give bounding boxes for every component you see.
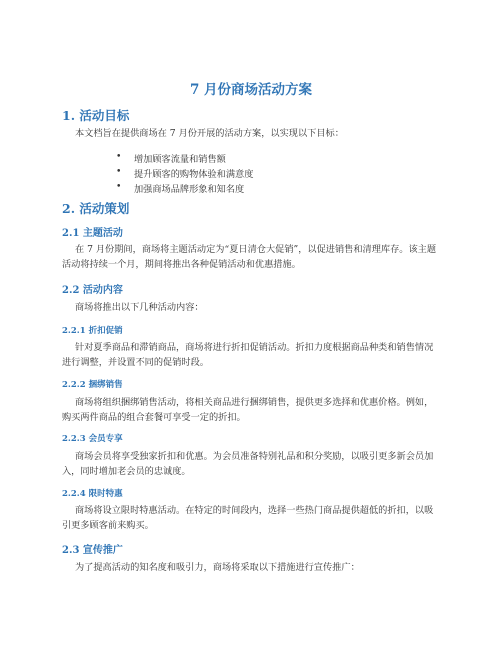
discount-promotion-text: 针对夏季商品和滞销商品，商场将进行折扣促销活动。折扣力度根据商品种类和销售情况进行调整，并设置不同的促销时段。: [62, 342, 434, 368]
document-title: 7 月份商场活动方案: [189, 82, 313, 98]
goal-bullet-text: 提升顾客的购物体验和满意度: [134, 169, 254, 180]
goal-bullet-text: 增加顾客流量和销售额: [134, 154, 226, 165]
heading-bundle-sales: 2.2.2 捆绑销售: [62, 380, 123, 390]
bundle-sales-text: 商场将组织捆绑销售活动，将相关商品进行捆绑销售，提供更多选择和优惠价格。例如，购买两件商品的组合套餐可享受一定的折扣。: [62, 397, 434, 423]
goal-bullet-1: [116, 151, 226, 165]
heading-activity-goals: 1. 活动目标: [62, 108, 130, 123]
limited-time-offer-text: 商场将设立限时特惠活动。在特定的时间段内，选择一些热门商品提供超低的折扣，以吸引更多顾客前来购买。: [62, 505, 434, 531]
heading-discount-promotion: 2.2.1 折扣促销: [62, 326, 123, 336]
bullet-dot-icon: •: [116, 181, 122, 192]
heading-promotion-publicity: 2.3 宣传推广: [62, 545, 123, 556]
heading-member-exclusive: 2.2.3 会员专享: [62, 434, 123, 444]
member-exclusive-text: 商场会员将享受独家折扣和优惠。为会员准备特别礼品和积分奖励，以吸引更多新会员加入，同时增加老会员的忠诚度。: [62, 451, 434, 477]
heading-activity-content: 2.2 活动内容: [62, 285, 123, 296]
heading-limited-time-offer: 2.2.4 限时特惠: [62, 489, 123, 499]
heading-activity-planning: 2. 活动策划: [62, 201, 130, 216]
bullet-dot-icon: •: [116, 151, 122, 162]
goal-bullet-text: 加强商场品牌形象和知名度: [134, 184, 245, 195]
activity-content-intro: 商场将推出以下几种活动内容：: [75, 302, 204, 313]
goal-bullet-3: [116, 181, 245, 195]
goals-intro: 本文档旨在提供商场在 7 月份开展的活动方案，以实现以下目标：: [75, 128, 344, 139]
heading-theme-activity: 2.1 主题活动: [62, 228, 123, 239]
theme-activity-text: 在 7 月份期间，商场将主题活动定为“夏日清仓大促销”，以促进销售和清理库存。该主题活动将持续一个月，期间将推出各种促销活动和优惠措施。: [62, 244, 437, 270]
promotion-publicity-text: 为了提高活动的知名度和吸引力，商场将采取以下措施进行宣传推广：: [75, 562, 360, 573]
bullet-dot-icon: •: [116, 166, 122, 177]
goal-bullet-2: [116, 166, 254, 180]
